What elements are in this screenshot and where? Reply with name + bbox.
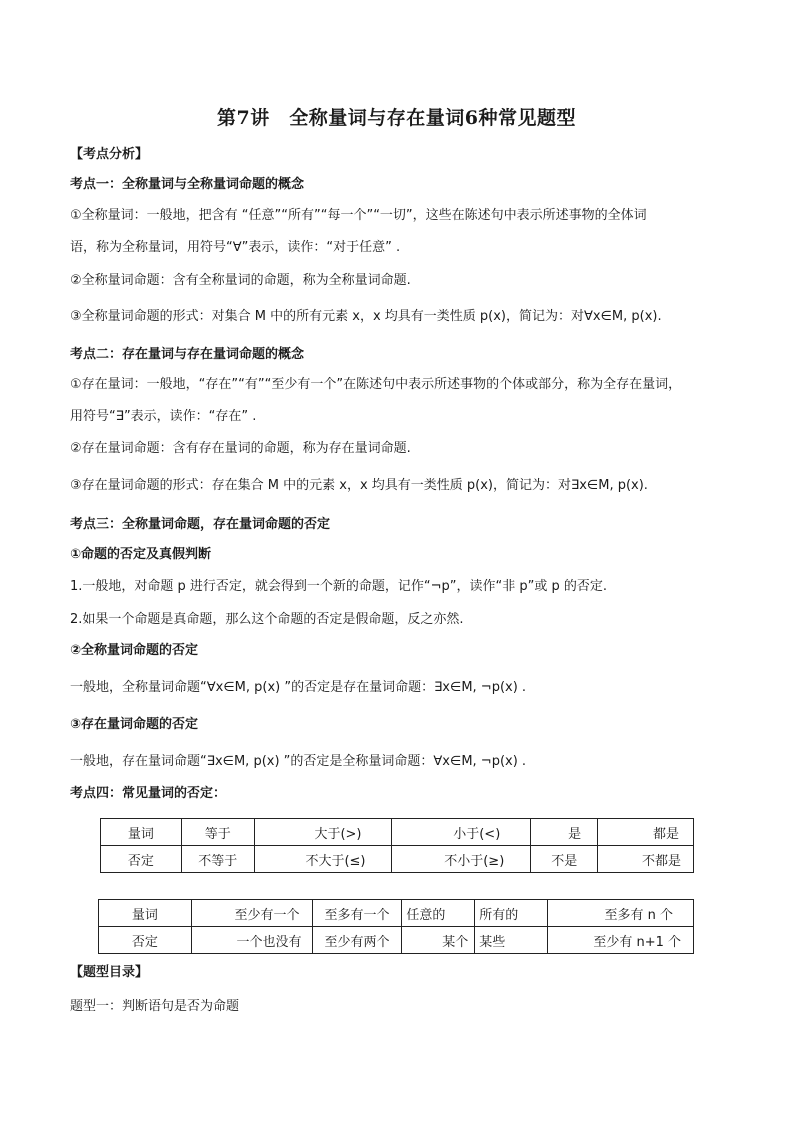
kp1-line-4: ③全称量词命题的形式：对集合 M 中的所有元素 x，x 均具有一类性质 p(x)，简记为：对∀x∈M, p(x). [70, 309, 662, 324]
quantifier-negation-table-2 [98, 899, 694, 954]
table-cell: 至少有两个 [312, 927, 402, 954]
table-cell: 至少有一个 [191, 900, 312, 927]
table-row [99, 927, 694, 954]
section-analysis-heading: 【考点分析】 [70, 147, 149, 162]
kp2-line-3: ②存在量词命题：含有存在量词的命题，称为存在量词命题. [70, 441, 411, 456]
table-cell: 等于 [181, 819, 254, 846]
table-cell: 是 [531, 819, 598, 846]
table-cell: 一个也没有 [191, 927, 312, 954]
kp3-line-2: 2.如果一个命题是真命题，那么这个命题的否定是假命题，反之亦然. [70, 612, 464, 627]
table-cell: 至少有 n+1 个 [548, 927, 694, 954]
kp3-heading: 考点三：全称量词命题，存在量词命题的否定 [70, 517, 331, 532]
kp2-line-2: 用符号“∃”表示，读作：“存在” . [70, 409, 257, 424]
kp2-heading: 考点二：存在量词与存在量词命题的概念 [70, 347, 305, 362]
table-cell: 任意的 [402, 900, 475, 927]
page-title: 第7讲 全称量词与存在量词6种常见题型 [217, 107, 576, 129]
table-row [99, 900, 694, 927]
catalog-item: 题型一：判断语句是否为命题 [70, 999, 240, 1014]
table-cell: 不是 [531, 846, 598, 873]
table-cell: 某个 [402, 927, 475, 954]
table-cell: 否定 [101, 846, 182, 873]
quantifier-negation-table-1 [100, 818, 694, 873]
table-cell: 所有的 [475, 900, 548, 927]
kp1-line-1: ①全称量词：一般地，把含有 “任意”“所有”“每一个”“一切”，这些在陈述句中表示所述事物的全体词 [70, 208, 647, 223]
table-cell: 否定 [99, 927, 192, 954]
table-cell: 不都是 [598, 846, 694, 873]
kp3-line-1: 1.一般地，对命题 p 进行否定，就会得到一个新的命题，记作“¬p”，读作“非 p”或 p 的否定. [70, 579, 608, 594]
kp3-line-3: 一般地，全称量词命题“∀x∈M, p(x) ”的否定是存在量词命题：∃x∈M, ¬p(x) . [70, 680, 527, 695]
table-cell: 小于(<) [392, 819, 531, 846]
table-cell: 至多有 n 个 [548, 900, 694, 927]
table-cell: 不大于(≤) [254, 846, 392, 873]
section-catalog-heading: 【题型目录】 [70, 965, 149, 980]
kp2-line-4: ③存在量词命题的形式：存在集合 M 中的元素 x，x 均具有一类性质 p(x)，简记为：对∃x∈M, p(x). [70, 478, 648, 493]
kp2-line-1: ①存在量词：一般地，“存在”“有”“至少有一个”在陈述句中表示所述事物的个体或部分，称为全存在量词， [70, 377, 682, 392]
kp3-line-4: 一般地，存在量词命题“∃x∈M, p(x) ”的否定是全称量词命题：∀x∈M, ¬p(x) . [70, 754, 527, 769]
kp4-heading: 考点四：常见量词的否定： [70, 786, 227, 801]
table-cell: 量词 [99, 900, 192, 927]
table-cell: 不等于 [181, 846, 254, 873]
kp3-sub-heading-2: ②全称量词命题的否定 [70, 643, 199, 658]
kp1-line-3: ②全称量词命题：含有全称量词的命题，称为全称量词命题. [70, 273, 411, 288]
kp3-sub-heading-3: ③存在量词命题的否定 [70, 717, 199, 732]
table-cell: 至多有一个 [312, 900, 402, 927]
table-row [101, 846, 694, 873]
kp1-line-2: 语，称为全称量词，用符号“∀”表示，读作：“对于任意” . [70, 240, 401, 255]
table-cell: 某些 [475, 927, 548, 954]
table-cell: 量词 [101, 819, 182, 846]
table-cell: 不小于(≥) [392, 846, 531, 873]
kp3-sub-heading-1: ①命题的否定及真假判断 [70, 547, 212, 562]
table-row [101, 819, 694, 846]
kp1-heading: 考点一：全称量词与全称量词命题的概念 [70, 177, 305, 192]
table-cell: 大于(>) [254, 819, 392, 846]
table-cell: 都是 [598, 819, 694, 846]
